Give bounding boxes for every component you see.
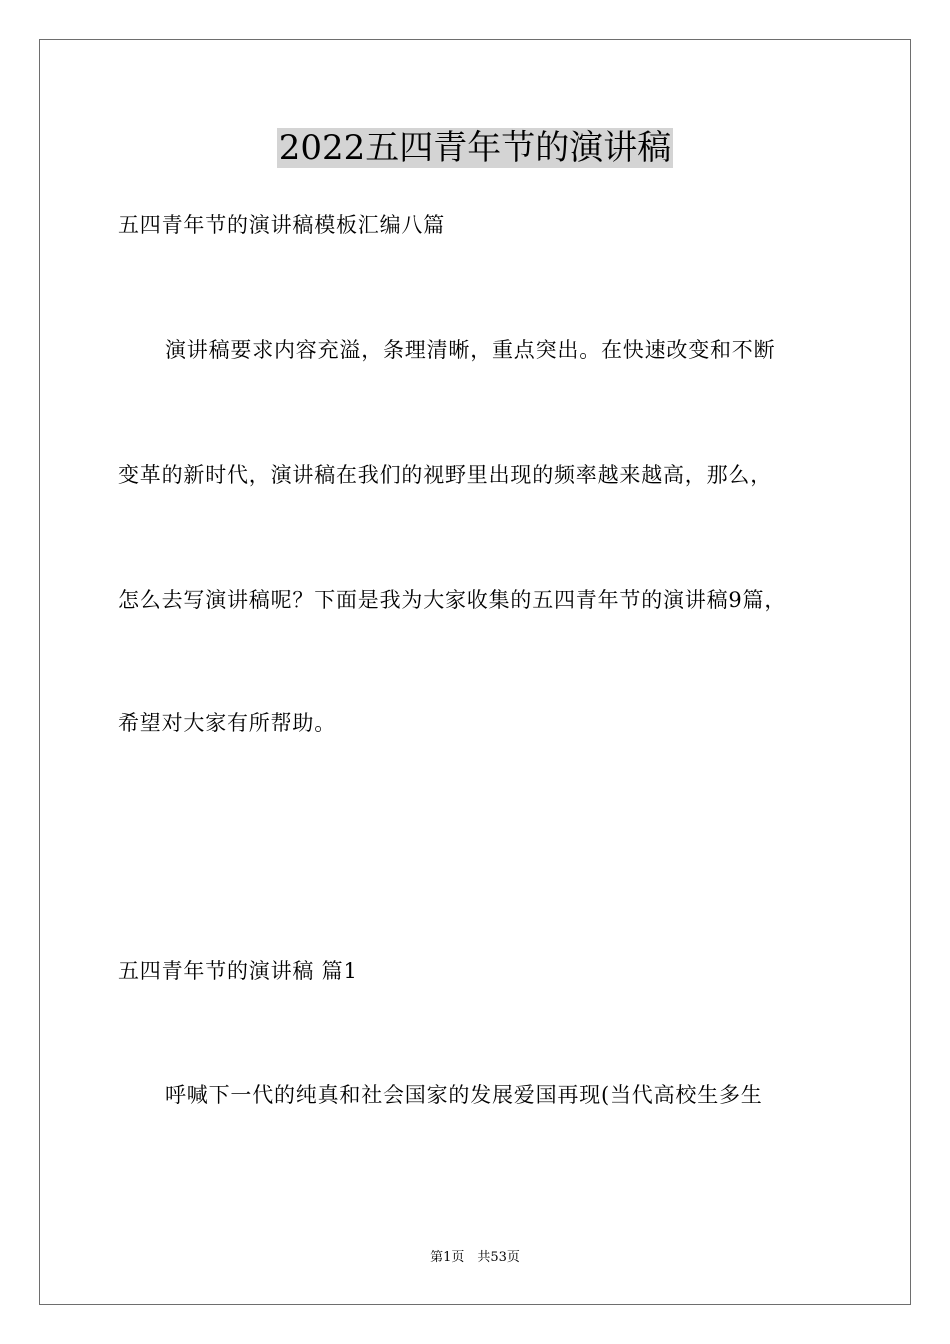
page-number-footer: 第1页 共53页 [430, 1250, 520, 1265]
document-title-text: 2022五四青年节的演讲稿 [278, 128, 672, 168]
document-title [0, 126, 950, 170]
document-subtitle: 五四青年节的演讲稿模板汇编八篇 [118, 213, 445, 237]
intro-line-4: 希望对大家有所帮助。 [118, 711, 336, 735]
section-heading: 五四青年节的演讲稿 篇1 [118, 959, 358, 983]
section-line-1: 呼喊下一代的纯真和社会国家的发展爱国再现(当代高校生多生 [165, 1083, 763, 1107]
intro-line-3: 怎么去写演讲稿呢？下面是我为大家收集的五四青年节的演讲稿9篇， [118, 588, 787, 612]
intro-line-2: 变革的新时代，演讲稿在我们的视野里出现的频率越来越高，那么， [118, 463, 772, 487]
intro-line-1: 演讲稿要求内容充溢，条理清晰，重点突出。在快速改变和不断 [165, 338, 776, 362]
